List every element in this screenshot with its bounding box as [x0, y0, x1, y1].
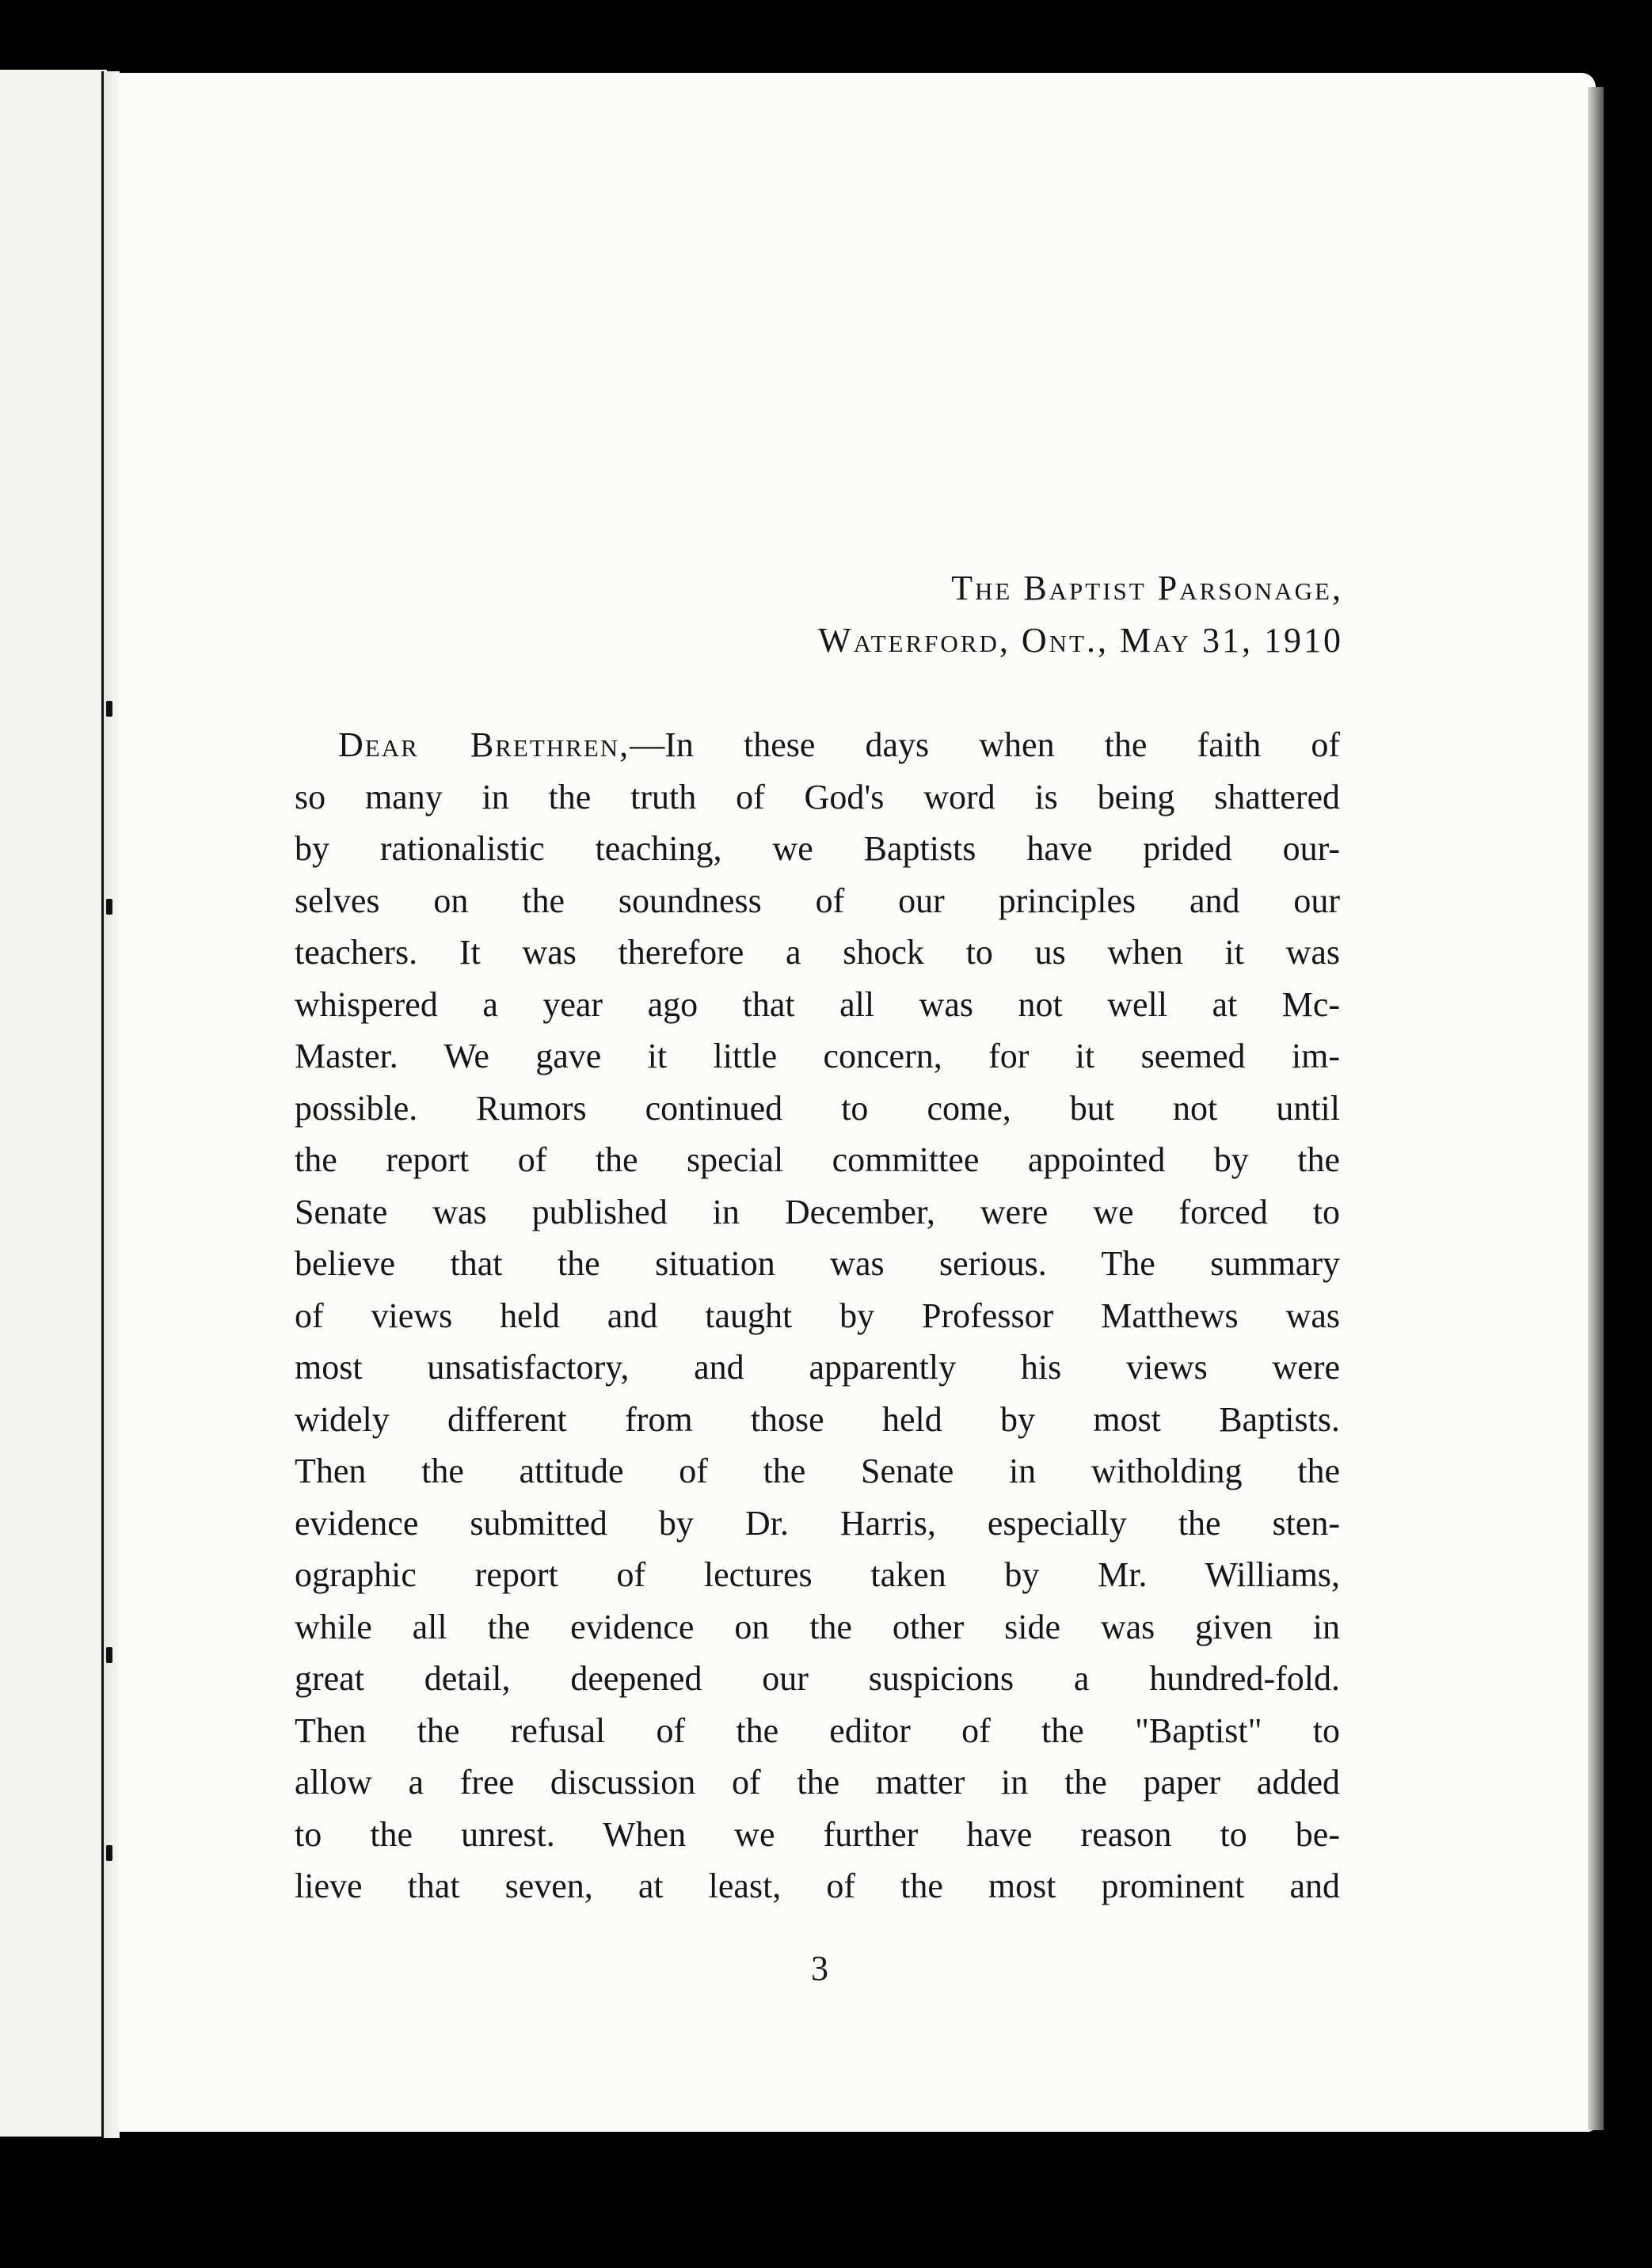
text-line-content: —In these days when the faith of	[630, 725, 1340, 764]
text-line: ographic report of lectures taken by Mr. Williams,	[295, 1555, 1340, 1594]
text-line: to the unrest. When we further have reason to be-	[295, 1814, 1340, 1854]
binding-mark	[106, 1647, 112, 1663]
page-edge-shadow	[1588, 87, 1604, 2130]
text-line: selves on the soundness of our principles and our	[295, 881, 1340, 920]
text-line: by rationalistic teaching, we Baptists have prided our-	[295, 829, 1340, 868]
text-line: lieve that seven, at least, of the most prominent and	[295, 1867, 1340, 1905]
binding-mark	[106, 1845, 112, 1861]
salutation: Dear Brethren,	[338, 725, 630, 764]
text-line	[295, 719, 1340, 771]
previous-page-edge	[0, 70, 107, 2137]
text-line: Then the refusal of the editor of the "Baptist" to	[295, 1711, 1340, 1750]
text-line: Then the attitude of the Senate in witholding the	[295, 1452, 1340, 1490]
text-line: possible. Rumors continued to come, but not until	[295, 1088, 1340, 1128]
letter-header	[818, 562, 1343, 667]
text-line: so many in the truth of God's word is being shattered	[295, 777, 1340, 816]
header-line-1: The Baptist Parsonage,	[951, 569, 1343, 607]
header-line-2: Waterford, Ont., May 31, 1910	[818, 621, 1343, 660]
text-line: allow a free discussion of the matter in the paper added	[295, 1763, 1340, 1802]
binding-mark	[106, 701, 112, 717]
text-line: evidence submitted by Dr. Harris, especially the sten-	[295, 1503, 1340, 1543]
text-line: whispered a year ago that all was not well at Mc-	[295, 984, 1340, 1024]
text-line: widely different from those held by most Baptists.	[295, 1399, 1340, 1439]
text-line: the report of the special committee appointed by the	[295, 1140, 1340, 1179]
text-line: great detail, deepened our suspicions a hundred-fold.	[295, 1659, 1340, 1698]
text-line: Master. We gave it little concern, for it seemed im-	[295, 1037, 1340, 1075]
text-line: most unsatisfactory, and apparently his views were	[295, 1348, 1340, 1387]
text-line: of views held and taught by Professor Matthews was	[295, 1296, 1340, 1335]
binding-mark	[106, 899, 112, 915]
letter-body	[295, 719, 1340, 1912]
text-line: while all the evidence on the other side was given in	[295, 1607, 1340, 1646]
text-line: believe that the situation was serious. The summary	[295, 1244, 1340, 1283]
text-line: Senate was published in December, were we forced to	[295, 1192, 1340, 1231]
page-number: 3	[811, 1949, 828, 1988]
text-line: teachers. It was therefore a shock to us when it was	[295, 933, 1340, 972]
page-gutter	[101, 71, 120, 2138]
